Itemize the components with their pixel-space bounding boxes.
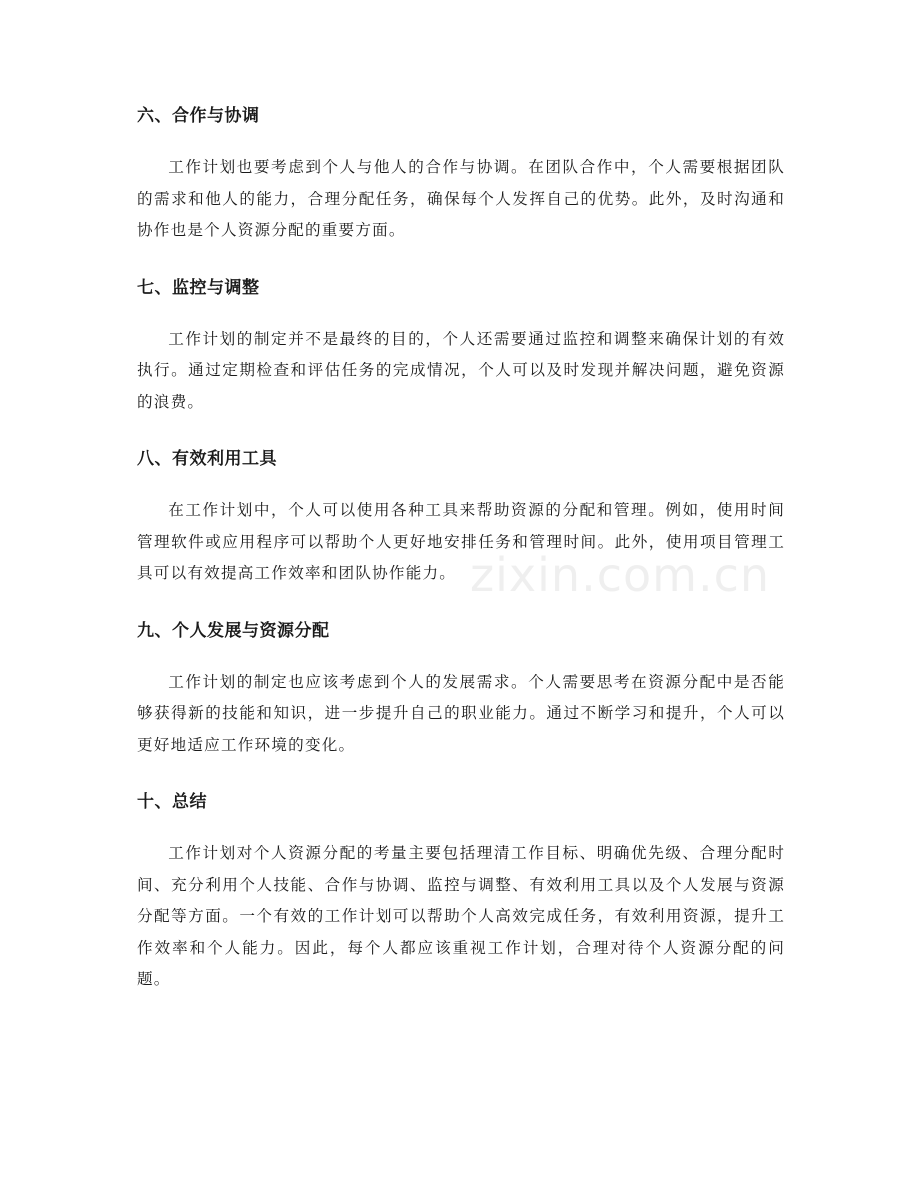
section-development xyxy=(137,619,785,762)
section-paragraph: 工作计划的制定并不是最终的目的，个人还需要通过监控和调整来确保计划的有效执行。通过定期检查和评估任务的完成情况，个人可以及时发现并解决问题，避免资源的浪费。 xyxy=(137,329,785,411)
section-heading: 七、监控与调整 xyxy=(137,277,260,298)
section-heading: 六、合作与协调 xyxy=(137,106,260,126)
section-paragraph: 工作计划的制定也应该考虑到个人的发展需求。个人需要思考在资源分配中是否能够获得新的技能和知识，进一步提升自己的职业能力。通过不断学习和提升，个人可以更好地适应工作环境的变化。 xyxy=(137,672,785,754)
section-heading: 八、有效利用工具 xyxy=(137,449,277,469)
section-paragraph: 在工作计划中，个人可以使用各种工具来帮助资源的分配和管理。例如，使用时间管理软件或应用程序可以帮助个人更好地安排任务和管理时间。此外，使用项目管理工具可以有效提高工作效率和团队协作能力。 xyxy=(137,501,785,582)
section-paragraph: 工作计划对个人资源分配的考量主要包括理清工作目标、明确优先级、合理分配时间、充分利用个人技能、合作与协调、监控与调整、有效利用工具以及个人发展与资源分配等方面。一个有效的工作计划可以帮助个人高效完成任务，有效利用资源，提升工作效率和个人能力。因此，每个人都应该重视工作计划，合理对待个人资源分配的问题。 xyxy=(137,844,785,988)
section-summary xyxy=(137,790,785,996)
watermark: zixin.com.cn xyxy=(470,548,771,602)
section-heading: 九、个人发展与资源分配 xyxy=(137,620,330,641)
section-cooperation xyxy=(137,104,785,247)
section-monitoring xyxy=(137,276,785,419)
section-paragraph: 工作计划也要考虑到个人与他人的合作与协调。在团队合作中，个人需要根据团队的需求和他人的能力，合理分配任务，确保每个人发挥自己的优势。此外，及时沟通和协作也是个人资源分配的重要方面。 xyxy=(137,158,785,239)
section-heading: 十、总结 xyxy=(137,792,207,812)
